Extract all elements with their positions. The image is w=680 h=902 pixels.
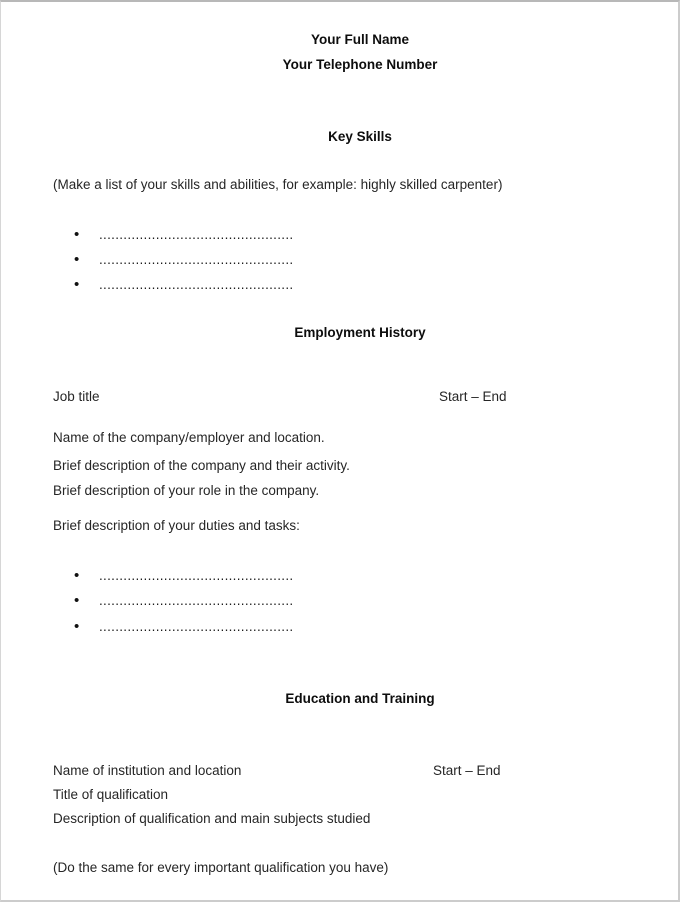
duty-bullet-item <box>74 592 293 610</box>
dotted-placeholder: ................................................ <box>99 252 294 267</box>
skills-bullet-item <box>74 251 293 269</box>
job-title-label: Job title <box>53 389 100 404</box>
full-name-line: Your Full Name <box>310 32 410 47</box>
dotted-placeholder: ................................................ <box>99 619 294 634</box>
bullet-icon: • <box>74 251 80 268</box>
dotted-placeholder: ................................................ <box>99 568 294 583</box>
section-title-key-skills: Key Skills <box>328 129 392 144</box>
bullet-icon: • <box>74 567 80 584</box>
company-role-line: Brief description of your role in the company. <box>53 483 320 498</box>
bullet-icon: • <box>74 592 80 609</box>
bullet-icon: • <box>74 276 80 293</box>
company-activity-line: Brief description of the company and their activity. <box>53 458 350 473</box>
dotted-placeholder: ................................................ <box>99 593 294 608</box>
education-dates-label: Start – End <box>433 763 501 778</box>
duty-bullet-item <box>74 618 293 636</box>
duty-bullet-item <box>74 567 293 585</box>
skills-bullet-item <box>74 226 293 244</box>
institution-label: Name of institution and location <box>53 763 242 778</box>
qualification-description-label: Description of qualification and main subjects studied <box>53 811 371 826</box>
section-title-education-training: Education and Training <box>285 691 435 706</box>
employment-dates-label: Start – End <box>439 389 507 404</box>
skills-hint: (Make a list of your skills and abilities, for example: highly skilled carpenter) <box>53 177 503 192</box>
section-title-employment-history: Employment History <box>294 325 426 340</box>
duties-label: Brief description of your duties and tasks: <box>53 518 300 533</box>
qualification-title-label: Title of qualification <box>53 787 169 802</box>
skills-bullet-item <box>74 276 293 294</box>
bullet-icon: • <box>74 618 80 635</box>
bullet-icon: • <box>74 226 80 243</box>
dotted-placeholder: ................................................ <box>99 277 294 292</box>
dotted-placeholder: ................................................ <box>99 227 294 242</box>
qualification-note: (Do the same for every important qualification you have) <box>53 860 389 875</box>
telephone-line: Your Telephone Number <box>282 57 438 72</box>
company-line: Name of the company/employer and location. <box>53 430 325 445</box>
